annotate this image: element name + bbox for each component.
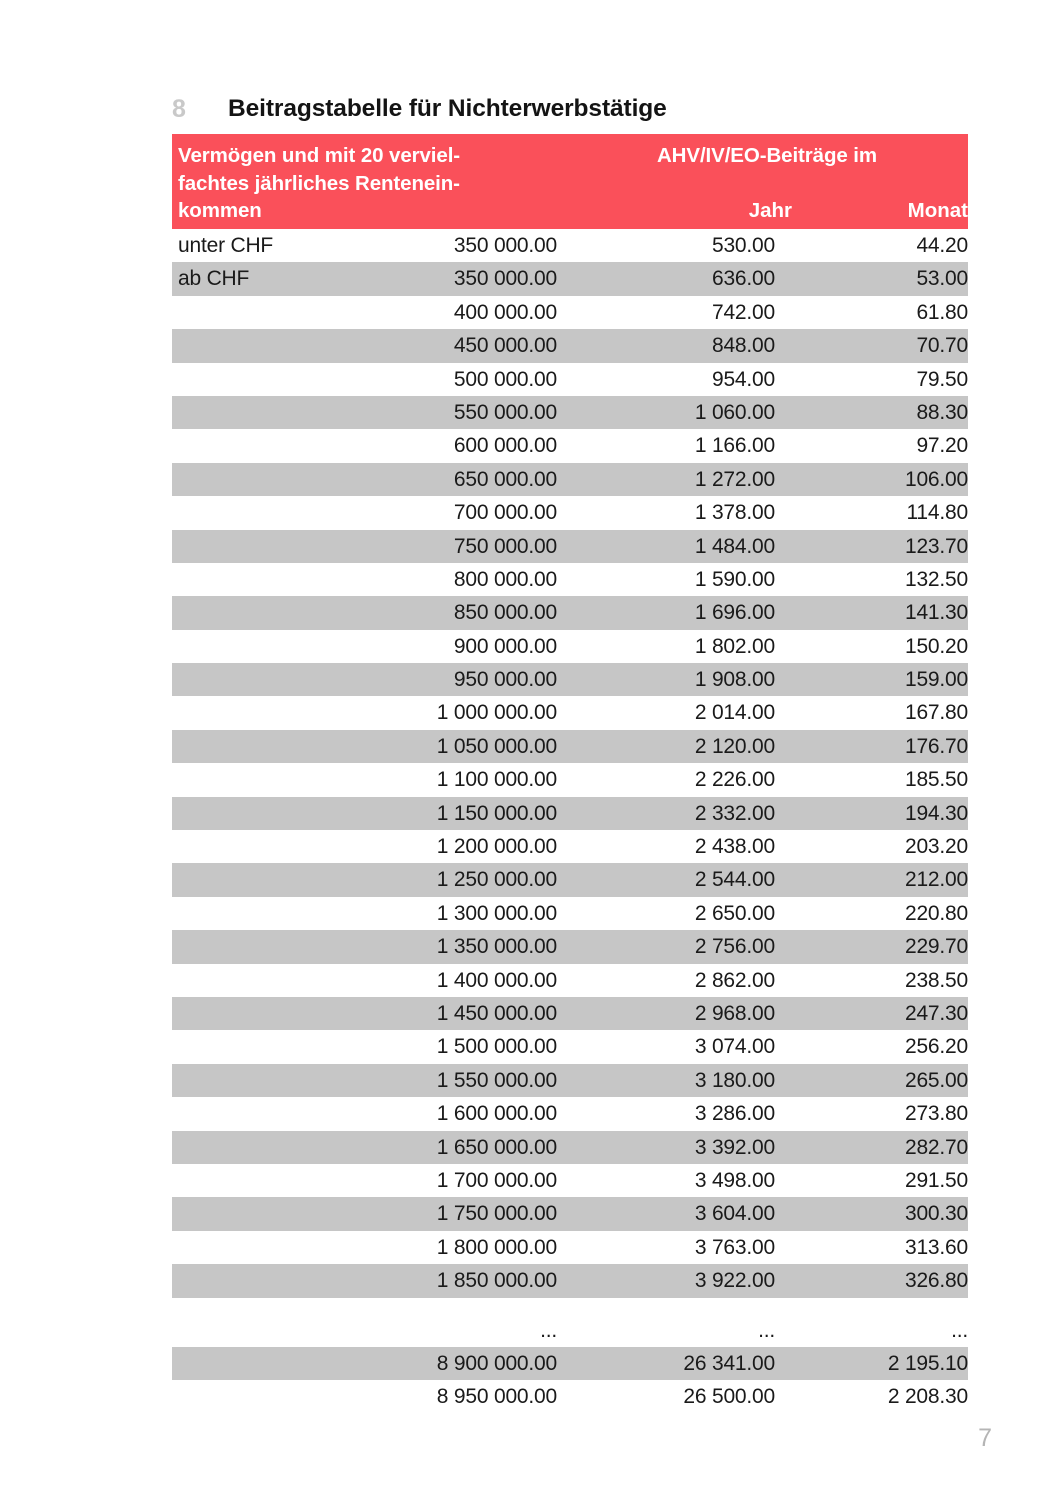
- table-row: [172, 1064, 968, 1097]
- cell-contribution-year: 2 756.00: [694, 935, 775, 959]
- cell-contribution-month: 141.30: [904, 601, 968, 625]
- cell-wealth-amount: 1 450 000.00: [436, 1001, 557, 1025]
- table-header: [172, 134, 968, 229]
- cell-contribution-month: 70.70: [916, 334, 968, 358]
- cell-contribution-month: 88.30: [916, 400, 968, 424]
- cell-contribution-month: 282.70: [904, 1135, 968, 1159]
- cell-contribution-month: 247.30: [904, 1001, 968, 1025]
- cell-contribution-month: 229.70: [904, 935, 968, 959]
- header-wealth-line-3: kommen: [178, 199, 262, 222]
- header-column-month: Monat: [907, 199, 968, 222]
- cell-wealth-amount: 1 850 000.00: [436, 1269, 557, 1293]
- cell-contribution-year: 1 272.00: [694, 467, 775, 491]
- table-row: [172, 1131, 968, 1164]
- cell-wealth-amount: 350 000.00: [453, 234, 557, 257]
- cell-wealth-amount: 950 000.00: [453, 668, 557, 692]
- cell-contribution-month: 238.50: [904, 968, 968, 992]
- cell-wealth-amount: 1 150 000.00: [436, 801, 557, 825]
- page-title: [172, 84, 972, 124]
- table-row: [172, 563, 968, 596]
- cell-wealth-amount: 1 800 000.00: [436, 1235, 557, 1259]
- cell-contribution-year: 2 544.00: [694, 868, 775, 892]
- cell-wealth-amount: 1 600 000.00: [436, 1102, 557, 1126]
- table-row-spacer: [172, 1298, 968, 1314]
- table-row: [172, 396, 968, 429]
- cell-contribution-year: 26 341.00: [683, 1351, 775, 1375]
- table-row: [172, 863, 968, 896]
- cell-wealth-amount: 1 550 000.00: [436, 1068, 557, 1092]
- table-row: [172, 1030, 968, 1063]
- table-row: [172, 897, 968, 930]
- cell-contribution-month: 167.80: [904, 701, 968, 725]
- cell-contribution-year: 3 286.00: [694, 1102, 775, 1126]
- cell-contribution-year: 2 862.00: [694, 968, 775, 992]
- cell-wealth-amount: 500 000.00: [453, 367, 557, 391]
- cell-contribution-year: 3 498.00: [694, 1168, 775, 1192]
- cell-contribution-month: 53.00: [916, 267, 968, 291]
- table-row: [172, 997, 968, 1030]
- table-row: [172, 262, 968, 295]
- cell-contribution-year: 1 590.00: [694, 567, 775, 591]
- cell-contribution-year: 636.00: [711, 267, 775, 291]
- cell-contribution-year: 530.00: [711, 234, 775, 257]
- table-row: [172, 630, 968, 663]
- cell-contribution-month: 203.20: [904, 835, 968, 859]
- cell-contribution-year: 1 060.00: [694, 400, 775, 424]
- cell-wealth-amount: 900 000.00: [453, 634, 557, 658]
- table-row: [172, 596, 968, 629]
- cell-contribution-month: 97.20: [916, 434, 968, 458]
- cell-wealth-amount: 400 000.00: [453, 300, 557, 324]
- cell-wealth-amount: ...: [540, 1318, 557, 1342]
- cell-contribution-month: 256.20: [904, 1035, 968, 1059]
- cell-contribution-year: 1 166.00: [694, 434, 775, 458]
- header-wealth-line-2: fachtes jährliches Rentenein-: [178, 171, 460, 195]
- cell-wealth-amount: 550 000.00: [453, 400, 557, 424]
- cell-contribution-month: 220.80: [904, 901, 968, 925]
- cell-wealth-amount: 1 750 000.00: [436, 1202, 557, 1226]
- table-row: [172, 964, 968, 997]
- header-contribution-group: AHV/IV/EO-Beiträge im: [656, 144, 878, 167]
- table-row: [172, 797, 968, 830]
- table-row: [172, 363, 968, 396]
- cell-wealth-amount: 1 050 000.00: [436, 734, 557, 758]
- cell-contribution-year: 2 120.00: [694, 734, 775, 758]
- cell-wealth-amount: 1 700 000.00: [436, 1168, 557, 1192]
- table-row: [172, 496, 968, 529]
- cell-threshold-label: ab CHF: [178, 267, 250, 291]
- cell-contribution-month: 61.80: [916, 300, 968, 324]
- cell-contribution-year: ...: [758, 1318, 775, 1342]
- cell-contribution-month: 79.50: [916, 367, 968, 391]
- cell-contribution-year: 3 074.00: [694, 1035, 775, 1059]
- table-row: [172, 1347, 968, 1380]
- table-row: [172, 1164, 968, 1197]
- cell-contribution-month: 114.80: [906, 501, 968, 525]
- page-number: 7: [978, 1424, 992, 1452]
- table-row: [172, 296, 968, 329]
- cell-wealth-amount: 1 000 000.00: [436, 701, 557, 725]
- cell-wealth-amount: 350 000.00: [453, 267, 557, 291]
- cell-contribution-month: 300.30: [904, 1202, 968, 1226]
- cell-contribution-year: 1 484.00: [694, 534, 775, 558]
- table-row: [172, 329, 968, 362]
- cell-contribution-year: 2 438.00: [694, 835, 775, 859]
- cell-contribution-year: 2 226.00: [694, 768, 775, 792]
- cell-wealth-amount: 450 000.00: [453, 334, 557, 358]
- cell-contribution-month: 291.50: [904, 1168, 968, 1192]
- contribution-table: [172, 134, 968, 1414]
- table-row: [172, 229, 968, 262]
- cell-contribution-month: 212.00: [904, 868, 968, 892]
- cell-contribution-year: 1 908.00: [694, 668, 775, 692]
- cell-contribution-month: 326.80: [904, 1269, 968, 1293]
- table-row: [172, 830, 968, 863]
- cell-contribution-month: 265.00: [904, 1068, 968, 1092]
- cell-contribution-month: 185.50: [904, 768, 968, 792]
- cell-contribution-month: 159.00: [904, 668, 968, 692]
- table-row: [172, 429, 968, 462]
- chapter-title: Beitragstabelle für Nichterwerbstätige: [228, 95, 667, 122]
- cell-contribution-month: 44.20: [916, 234, 968, 257]
- cell-contribution-year: 2 332.00: [694, 801, 775, 825]
- cell-contribution-year: 3 763.00: [694, 1235, 775, 1259]
- cell-wealth-amount: 800 000.00: [453, 567, 557, 591]
- cell-wealth-amount: 1 200 000.00: [436, 835, 557, 859]
- chapter-number: 8: [172, 95, 186, 123]
- table-body: [172, 229, 968, 1414]
- cell-wealth-amount: 1 250 000.00: [436, 868, 557, 892]
- cell-wealth-amount: 850 000.00: [453, 601, 557, 625]
- table-row: [172, 696, 968, 729]
- cell-wealth-amount: 8 900 000.00: [436, 1351, 557, 1375]
- cell-wealth-amount: 750 000.00: [453, 534, 557, 558]
- cell-wealth-amount: 1 400 000.00: [436, 968, 557, 992]
- cell-wealth-amount: 700 000.00: [453, 501, 557, 525]
- cell-contribution-year: 742.00: [711, 300, 775, 324]
- cell-contribution-year: 2 650.00: [694, 901, 775, 925]
- table-row: [172, 530, 968, 563]
- table-row: [172, 1097, 968, 1130]
- cell-contribution-year: 3 392.00: [694, 1135, 775, 1159]
- table-row: [172, 763, 968, 796]
- header-wealth-column: [178, 142, 578, 225]
- cell-contribution-month: 150.20: [904, 634, 968, 658]
- cell-contribution-year: 26 500.00: [683, 1385, 775, 1409]
- cell-threshold-label: unter CHF: [178, 234, 274, 257]
- cell-contribution-year: 3 922.00: [694, 1269, 775, 1293]
- cell-contribution-month: 194.30: [904, 801, 968, 825]
- table-row: [172, 1264, 968, 1297]
- cell-contribution-year: 3 180.00: [694, 1068, 775, 1092]
- table-row: [172, 1231, 968, 1264]
- cell-wealth-amount: 1 350 000.00: [436, 935, 557, 959]
- cell-wealth-amount: 1 500 000.00: [436, 1035, 557, 1059]
- cell-contribution-year: 1 696.00: [694, 601, 775, 625]
- table-row: [172, 930, 968, 963]
- cell-contribution-month: 2 195.10: [887, 1351, 968, 1375]
- cell-wealth-amount: 1 650 000.00: [436, 1135, 557, 1159]
- cell-contribution-year: 1 802.00: [694, 634, 775, 658]
- header-column-year: Jahr: [748, 199, 792, 222]
- cell-contribution-year: 2 968.00: [694, 1001, 775, 1025]
- table-row-ellipsis: [172, 1314, 968, 1347]
- cell-contribution-month: 123.70: [904, 534, 968, 558]
- table-row: [172, 463, 968, 496]
- cell-contribution-year: 3 604.00: [694, 1202, 775, 1226]
- cell-contribution-month: 313.60: [904, 1235, 968, 1259]
- table-row: [172, 1197, 968, 1230]
- cell-contribution-month: 176.70: [904, 734, 968, 758]
- cell-wealth-amount: 650 000.00: [453, 467, 557, 491]
- cell-contribution-year: 1 378.00: [694, 501, 775, 525]
- cell-wealth-amount: 8 950 000.00: [436, 1385, 557, 1409]
- cell-contribution-month: ...: [951, 1318, 968, 1342]
- cell-wealth-amount: 1 300 000.00: [436, 901, 557, 925]
- table-row: [172, 1380, 968, 1413]
- cell-contribution-month: 2 208.30: [887, 1385, 968, 1409]
- cell-contribution-month: 132.50: [904, 567, 968, 591]
- table-row: [172, 663, 968, 696]
- cell-contribution-year: 2 014.00: [694, 701, 775, 725]
- cell-contribution-year: 954.00: [711, 367, 775, 391]
- cell-contribution-month: 273.80: [904, 1102, 968, 1126]
- cell-wealth-amount: 600 000.00: [453, 434, 557, 458]
- cell-contribution-year: 848.00: [711, 334, 775, 358]
- cell-contribution-month: 106.00: [904, 467, 968, 491]
- table-row: [172, 730, 968, 763]
- cell-wealth-amount: 1 100 000.00: [436, 768, 557, 792]
- header-wealth-line-1: Vermögen und mit 20 verviel-: [178, 144, 461, 167]
